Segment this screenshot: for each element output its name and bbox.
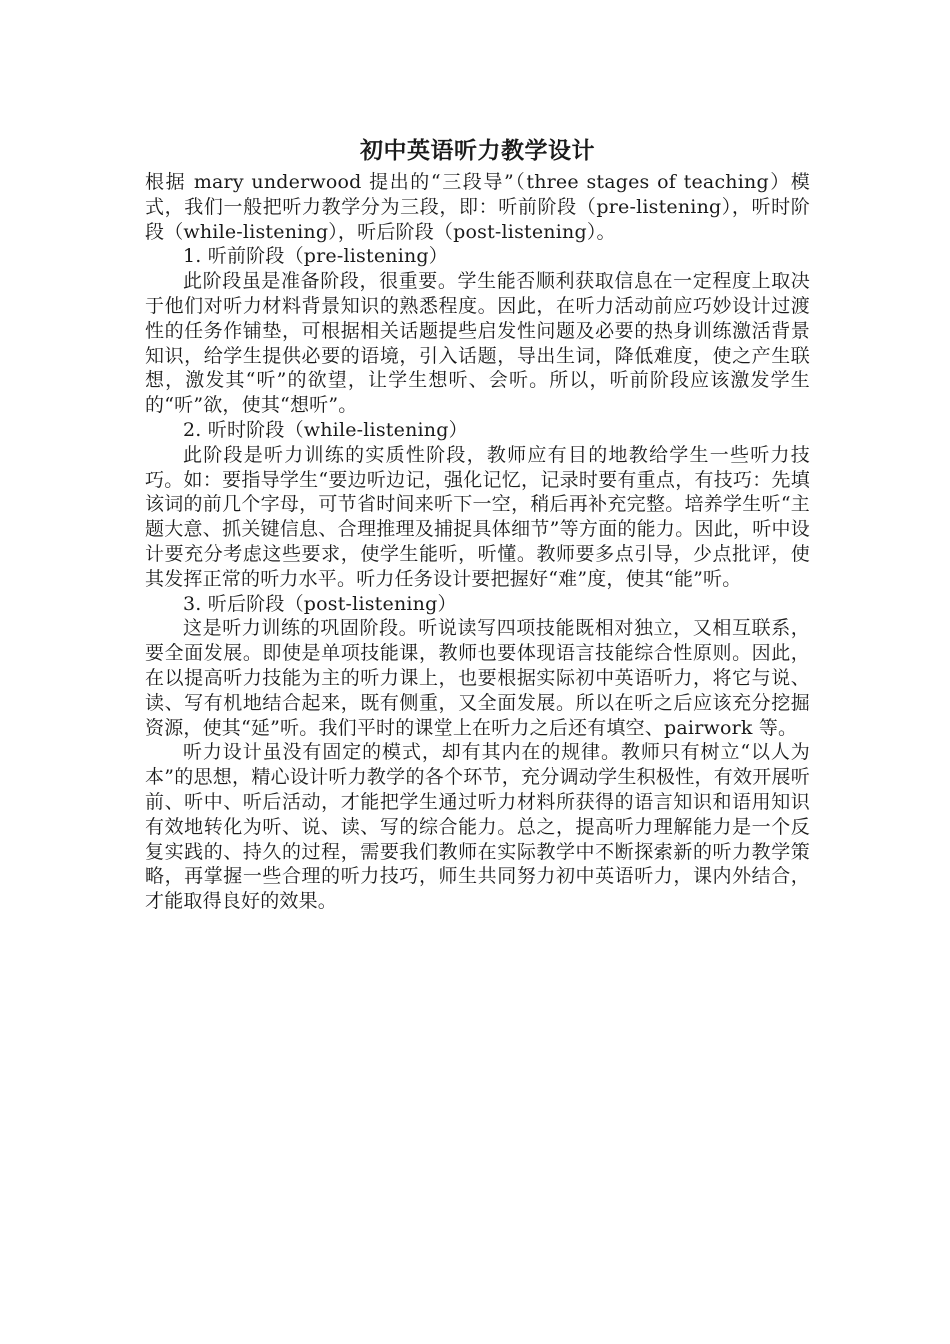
- document-body: [145, 132, 810, 914]
- document-title: 初中英语听力教学设计: [360, 137, 595, 164]
- conclusion-paragraph: 听力设计虽没有固定的模式，却有其内在的规律。教师只有树立“以人为本”的思想，精心设计听力教学的各个环节，充分调动学生积极性，有效开展听前、听中、听后活动，才能把学生通过听力材料所获得的语言知识和语用知识有效地转化为听、说、读、写的综合能力。总之，提高听力理解能力是一个反复实践的、持久的过程，需要我们教师在实际教学中不断探索新的听力教学策略，再掌握一些合理的听力技巧，师生共同努力初中英语听力，课内外结合，才能取得良好的效果。: [145, 741, 810, 913]
- section-body-post-listening: 这是听力训练的巩固阶段。听说读写四项技能既相对独立，又相互联系，要全面发展。即使是单项技能课，教师也要体现语言技能综合性原则。因此，在以提高听力技能为主的听力课上，也要根据实际初中英语听力，将它与说、读、写有机地结合起来，既有侧重，又全面发展。所以在听之后应该充分挖掘资源，使其“延”听。我们平时的课堂上在听力之后还有填空、pairwork 等。: [145, 617, 810, 739]
- section-heading-while-listening: 2. 听时阶段（while-listening）: [183, 418, 468, 441]
- section-heading-post-listening: 3. 听后阶段（post-listening）: [183, 592, 457, 615]
- section-body-pre-listening: 此阶段虽是准备阶段，很重要。学生能否顺利获取信息在一定程度上取决于他们对听力材料背景知识的熟悉程度。因此，在听力活动前应巧妙设计过渡性的任务作铺垫，可根据相关话题提些启发性问题及必要的热身训练激活背景知识，给学生提供必要的语境，引入话题，导出生词，降低难度，使之产生联想，激发其“听”的欲望，让学生想听、会听。所以，听前阶段应该激发学生的“听”欲，使其“想听”。: [145, 270, 810, 417]
- intro-paragraph: 根据 mary underwood 提出的“三段导”（three stages of teaching）模式，我们一般把听力教学分为三段，即：听前阶段（pre-listening），听时阶段（while-listening），听后阶段（post-listening）。: [145, 171, 810, 243]
- section-body-while-listening: 此阶段是听力训练的实质性阶段，教师应有目的地教给学生一些听力技巧。如：要指导学生“要边听边记，强化记忆，记录时要有重点，有技巧：先填该词的前几个字母，可节省时间来听下一空，稍后再补充完整。培养学生听“主题大意、抓关键信息、合理推理及捕捉具体细节”等方面的能力。因此，听中设计要充分考虑这些要求，使学生能听，听懂。教师要多点引导，少点批评，使其发挥正常的听力水平。听力任务设计要把握好“难”度，使其“能”听。: [145, 443, 810, 590]
- section-heading-pre-listening: 1. 听前阶段（pre-listening）: [183, 245, 448, 268]
